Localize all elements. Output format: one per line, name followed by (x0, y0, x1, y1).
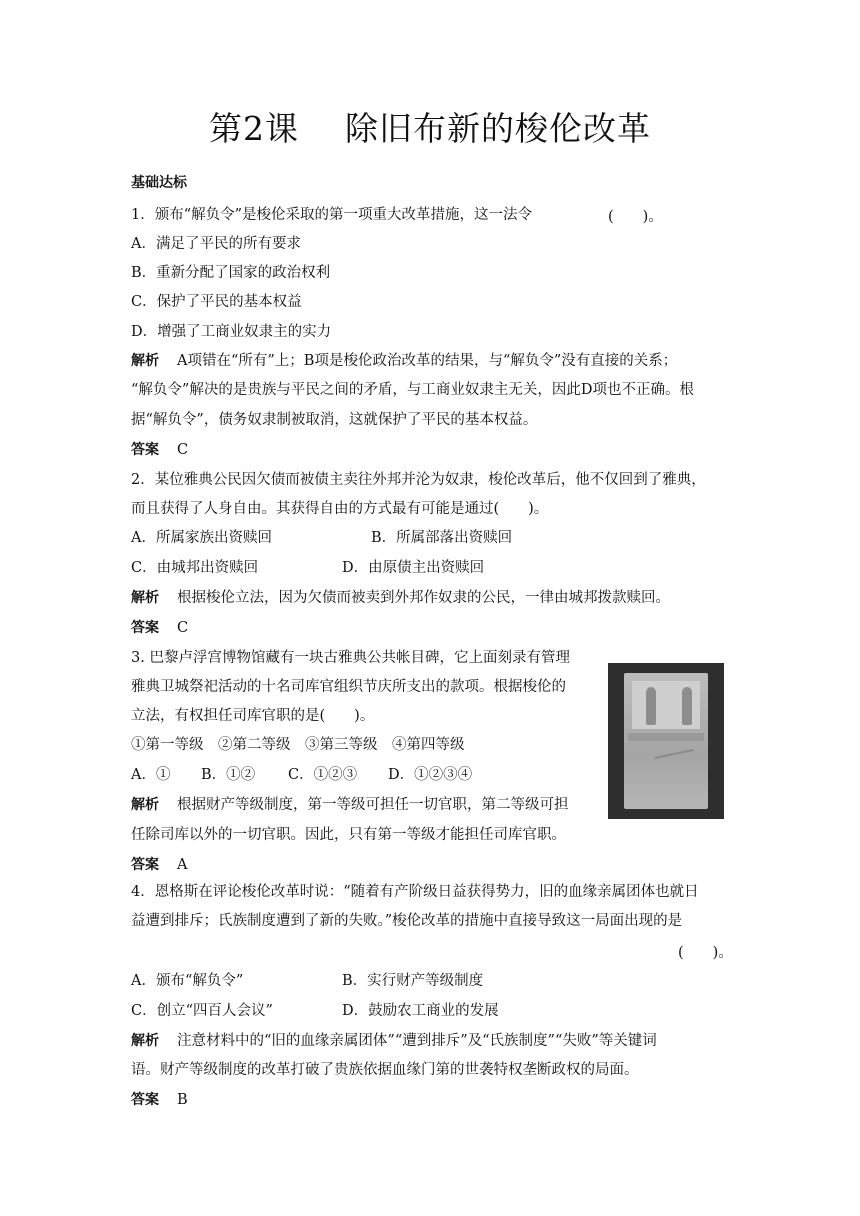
q4-option-b: B．实行财产等级制度 (342, 973, 484, 989)
q2-option-a: A．所属家族出资赎回 (131, 530, 272, 546)
q3-option-d: D．①②③④ (388, 767, 473, 783)
q3-answer-value: A (177, 857, 188, 873)
q2-option-b: B．所属部落出资赎回 (371, 530, 513, 546)
q1-answer-value: C (177, 442, 189, 458)
q3-option-c: C．①②③ (288, 767, 358, 783)
q3-option-a: A．① (131, 767, 171, 783)
q4-analysis-label: 解析 (131, 1033, 159, 1049)
q4-answer-label: 答案 (131, 1092, 159, 1108)
q3-items: ①第一等级 ②第二等级 ③第三等级 ④第四等级 (131, 737, 465, 753)
q2-analysis-line (131, 588, 670, 608)
q4-paren: ( )。 (678, 945, 733, 961)
q2-answer-value: C (177, 620, 189, 636)
q2-analysis-label: 解析 (131, 590, 159, 606)
q2-answer-line (131, 618, 188, 638)
q1-answer-line (131, 440, 188, 460)
q1-answer-label: 答案 (131, 442, 159, 458)
q4-analysis-text-1: 注意材料中的“旧的血缘亲属团体”“遭到排斥”及“氏族制度”“失败”等关键词 (177, 1033, 657, 1049)
q2-stem-2: 而且获得了人身自由。其获得自由的方式最有可能是通过( )。 (131, 501, 549, 517)
q1-stem: 1．颁布“解负令”是梭伦采取的第一项重大改革措施，这一法令 (131, 207, 533, 223)
q3-stem-3: 立法，有权担任司库官职的是( )。 (131, 708, 375, 724)
q4-analysis-line-1 (131, 1031, 657, 1051)
q3-analysis-text-2: 任除司库以外的一切官职。因此，只有第一等级才能担任司库官职。 (131, 827, 566, 843)
q3-analysis-label: 解析 (131, 797, 159, 813)
q1-option-a: A．满足了平民的所有要求 (131, 236, 301, 252)
q3-stem-2: 雅典卫城祭祀活动的十名司库官组织节庆所支出的款项。根据梭伦的 (131, 679, 566, 695)
q4-stem-2: 益遭到排斥；氏族制度遭到了新的失败。”梭伦改革的措施中直接导致这一局面出现的是 (131, 913, 683, 929)
stele-stone (624, 673, 708, 809)
q1-analysis-text-2: “解负令”解决的是贵族与平民之间的矛盾，与工商业奴隶主无关，因此D项也不正确。根 (131, 382, 694, 398)
q1-paren: ( )。 (608, 209, 663, 225)
q2-stem-1: 2．某位雅典公民因欠债而被债主卖往外邦并沦为奴隶，梭伦改革后，他不仅回到了雅典， (131, 472, 706, 488)
q2-analysis-text: 根据梭伦立法，因为欠债而被卖到外邦作奴隶的公民，一律由城邦拨款赎回。 (177, 590, 670, 606)
q1-analysis-label: 解析 (131, 353, 159, 369)
q3-analysis-text-1: 根据财产等级制度，第一等级可担任一切官职，第二等级可担 (177, 797, 569, 813)
lesson-number: 第2课 (209, 109, 299, 148)
q1-option-d: D．增强了工商业奴隶主的实力 (131, 324, 332, 340)
section-heading: 基础达标 (131, 175, 187, 191)
q1-option-c: C．保护了平民的基本权益 (131, 294, 302, 310)
lesson-name: 除旧布新的梭伦改革 (345, 109, 651, 148)
q2-option-d: D．由原债主出资赎回 (342, 560, 485, 576)
q4-option-a: A．颁布“解负令” (131, 973, 244, 989)
q4-stem-1: 4．恩格斯在评论梭伦改革时说：“随着有产阶级日益获得势力，旧的血缘亲属团体也就日 (131, 884, 699, 900)
q4-analysis-text-2: 语。财产等级制度的改革打破了贵族依据血缘门第的世袭特权垄断政权的局面。 (131, 1062, 639, 1078)
q3-answer-line (131, 855, 187, 875)
q4-option-c: C．创立“四百人会议” (131, 1003, 273, 1019)
q4-option-d: D．鼓励农工商业的发展 (342, 1003, 499, 1019)
q3-answer-label: 答案 (131, 857, 159, 873)
stele-photo (608, 663, 724, 819)
q1-analysis-line-1 (131, 351, 677, 371)
q3-analysis-line-1 (131, 795, 569, 815)
q2-answer-label: 答案 (131, 620, 159, 636)
q4-answer-value: B (177, 1092, 188, 1108)
q1-analysis-text-1: A项错在“所有”上；B项是梭伦政治改革的结果，与“解负令”没有直接的关系； (177, 353, 678, 369)
q3-option-b: B．①② (201, 767, 256, 783)
q1-option-b: B．重新分配了国家的政治权利 (131, 265, 331, 281)
q3-stem-1: 3. 巴黎卢浮宫博物馆藏有一块古雅典公共帐目碑，它上面刻录有管理 (131, 650, 570, 666)
q2-option-c: C．由城邦出资赎回 (131, 560, 259, 576)
q4-answer-line (131, 1090, 188, 1110)
page-title (0, 103, 860, 150)
q1-analysis-text-3: 据“解负令”，债务奴隶制被取消，这就保护了平民的基本权益。 (131, 412, 538, 428)
